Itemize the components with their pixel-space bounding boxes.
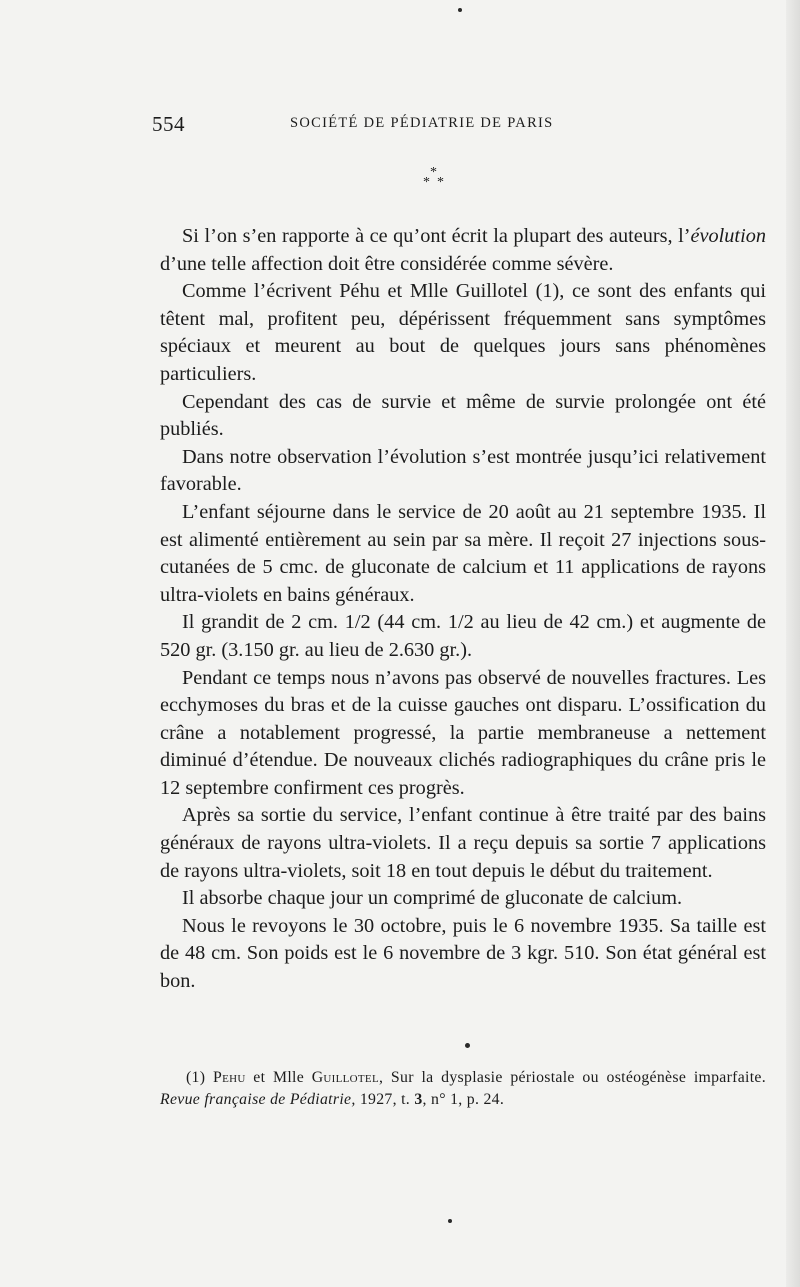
paragraph: Cependant des cas de survie et même de survie prolongée ont été publiés. [160, 390, 766, 441]
paragraph: Il absorbe chaque jour un comprimé de gluconate de calcium. [182, 887, 683, 910]
print-speck [448, 1219, 452, 1223]
paragraph: Il grandit de 2 cm. 1/2 (44 cm. 1/2 au lieu de 42 cm.) et augmente de 520 gr. (3.150 gr. au lieu de 2.630 gr.). [160, 611, 766, 661]
asterisk-top: * [430, 165, 437, 180]
footnote-text: (1) Pehu et Mlle Guillotel, Sur la dysplasie périostale ou ostéogénèse imparfaite. Revue française de Pédiatrie, 1927, t. 3, n° 1, p. 24. [160, 1069, 766, 1108]
page-edge-shadow [786, 0, 800, 1287]
paragraph: Nous le revoyons le 30 octobre, puis le 6 novembre 1935. Sa taille est de 48 cm. Son poids est le 6 novembre de 3 kgr. 510. Son état général est bon. [160, 914, 766, 993]
footnote-author-guillotel: Guillotel [311, 1069, 379, 1086]
page-number: 554 [152, 112, 185, 136]
journal-title: SOCIÉTÉ DE PÉDIATRIE DE PARIS [290, 115, 554, 131]
asterisk-left: * [423, 175, 430, 190]
paragraph: Pendant ce temps nous n’avons pas observé de nouvelles fractures. Les ecchymoses du bras et de la cuisse gauches ont disparu. L’ossification du crâne a notablement progressé, la partie membraneuse a nettement diminué d’étendue. De nouveaux clichés radiographiques du crâne pris le 12 septembre confirment ces progrès. [160, 666, 766, 799]
paragraph: L’enfant séjourne dans le service de 20 août au 21 septembre 1935. Il est alimenté entièrement au sein par sa mère. Il reçoit 27 injections sous-cutanées de 5 cmc. de gluconate de calcium et 11 applications de rayons ultra-violets en bains généraux. [160, 500, 766, 606]
paragraph: Dans notre observation l’évolution s’est montrée jusqu’ici relativement favorable. [160, 445, 766, 496]
footnote-journal: Revue française de Pédiatrie, [160, 1090, 356, 1108]
paragraph: Si l’on s’en rapporte à ce qu’ont écrit la plupart des auteurs, l’évolution d’une telle affection doit être considérée comme sévère. [160, 225, 766, 275]
running-head [152, 112, 752, 142]
print-speck [458, 8, 462, 12]
asterisk-right: * [437, 175, 444, 190]
section-separator-asterism [420, 166, 460, 196]
print-speck [465, 1043, 470, 1048]
footnote-author-pehu: Pehu [213, 1069, 246, 1086]
paragraph: Comme l’écrivent Péhu et Mlle Guillotel (1), ce sont des enfants qui têtent mal, profitent peu, dépérissent fréquemment sans symptômes spéciaux et meurent au bout de quelques jours sans phénomènes particuliers. [160, 280, 766, 385]
paragraph: Après sa sortie du service, l’enfant continue à être traité par des bains généraux de rayons ultra-violets. Il a reçu depuis sa sortie 7 applications de rayons ultra-violets, soit 18 en tout depuis le début du traitement. [160, 804, 766, 882]
footnote-volume: 3 [414, 1090, 423, 1108]
body-text [160, 223, 766, 996]
footnote [160, 1067, 766, 1110]
emphasis-evolution: évolution [690, 225, 766, 247]
